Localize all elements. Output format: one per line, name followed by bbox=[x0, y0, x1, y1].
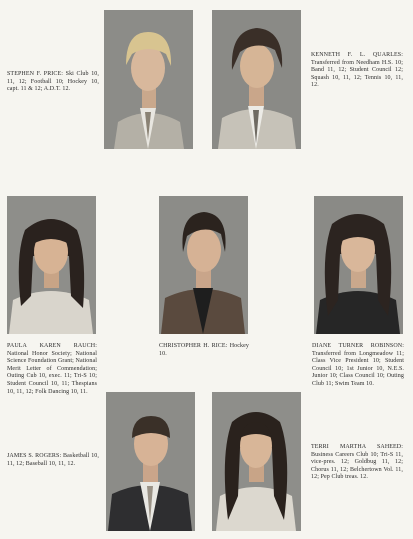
portrait-christopher-rice bbox=[159, 196, 248, 334]
student-name: JAMES S. ROGERS: bbox=[7, 453, 62, 459]
student-name: PAULA KAREN RAUCH: bbox=[7, 343, 97, 349]
student-activities: Transferred from Needham H.S. 10; Band 11, 12; Student Council 12; Squash 10, 11, 12; Tennis 10, 11, 12. bbox=[311, 59, 403, 89]
caption-terri-saheed bbox=[311, 444, 403, 482]
student-activities: Business Careers Club 10; Tri-S 11, vice-pres. 12; Goldbug 11, 12; Chorus 11, 12; Belchertown Vol. 11, 12; Pep Club treas. 12. bbox=[311, 451, 403, 481]
student-name: STEPHEN F. PRICE: bbox=[7, 71, 64, 77]
student-activities: Hockey 10. bbox=[159, 343, 249, 357]
portrait-paula-rauch bbox=[7, 196, 96, 334]
caption-kenneth-quarles bbox=[311, 52, 403, 90]
portrait-james-rogers bbox=[106, 392, 195, 531]
portrait-diane-robinson bbox=[314, 196, 403, 334]
caption-james-rogers bbox=[7, 453, 99, 468]
student-name: KENNETH F. L. QUARLES: bbox=[311, 52, 403, 58]
student-name: TERRI MARTHA SAHEED: bbox=[311, 444, 403, 450]
portrait-stephen-price bbox=[104, 10, 193, 149]
student-name: DIANE TURNER ROBINSON: bbox=[312, 343, 404, 349]
caption-paula-rauch bbox=[7, 343, 97, 396]
student-activities: National Honor Society; National Science Foundation Grant; National Merit Letter of Commendation; Outing Cub 10, exec. 11; Tri-S 10; Student Council 10, 11; Thespians 10, 11, 12; Folk Dancing 10, 11. bbox=[7, 350, 97, 395]
caption-stephen-price bbox=[7, 71, 99, 94]
student-activities: Transferred from Longmeadow 11; Class Vice President 10; Student Council 10; 1st Junior 10, N.E.S. Junior 10; Class Council 10; Outing Club 11; Swim Team 10. bbox=[312, 350, 404, 387]
student-activities: Ski Club 10, 11, 12; Football 10; Hockey 10, capt. 11 & 12; A.D.T. 12. bbox=[7, 71, 99, 93]
student-name: CHRISTOPHER H. RICE: bbox=[159, 343, 228, 349]
student-activities: Basketball 10, 11, 12; Baseball 10, 11, 12. bbox=[7, 453, 99, 467]
portrait-kenneth-quarles bbox=[212, 10, 301, 149]
caption-diane-robinson bbox=[312, 343, 404, 389]
portrait-terri-saheed bbox=[212, 392, 301, 531]
caption-christopher-rice bbox=[159, 343, 249, 358]
